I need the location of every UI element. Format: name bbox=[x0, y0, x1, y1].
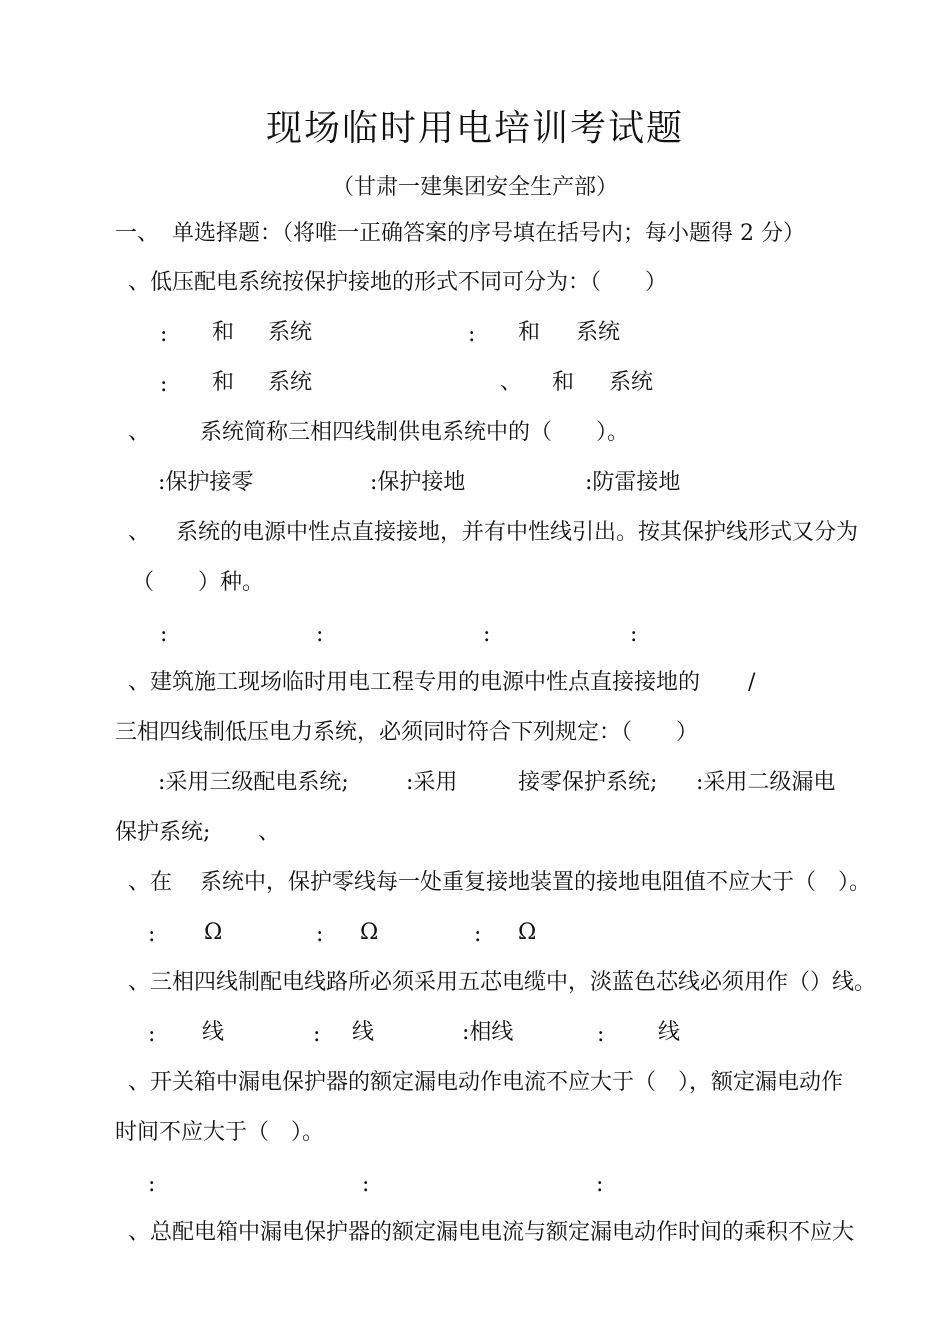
q3-option-c: : bbox=[483, 622, 491, 647]
q2-option-c: :防雷接地 bbox=[585, 470, 681, 495]
q4-option-c: :采用二级漏电 bbox=[696, 770, 836, 795]
question-5-stem: 、在 bbox=[128, 870, 173, 895]
q1-option-b-system: 系统 bbox=[576, 320, 621, 345]
q4-option-a: :采用三级配电系统; bbox=[158, 770, 349, 795]
question-4-slash: / bbox=[748, 670, 756, 695]
question-3-prefix: 、 bbox=[128, 520, 151, 545]
q6-option-d-wire: 线 bbox=[658, 1020, 681, 1045]
q4-option-b-continued: 接零保护系统; bbox=[518, 770, 658, 795]
q1-option-c-system: 系统 bbox=[268, 370, 313, 395]
q1-option-b-marker: : bbox=[468, 322, 476, 347]
q2-option-a: :保护接零 bbox=[158, 470, 254, 495]
question-4-stem-continued: 三相四线制低压电力系统，必须同时符合下列规定：（ ） bbox=[115, 720, 699, 745]
q1-option-c-and: 和 bbox=[212, 370, 235, 395]
q5-option-a-marker: : bbox=[148, 922, 156, 947]
question-8-stem: 、总配电箱中漏电保护器的额定漏电电流与额定漏电动作时间的乘积不应大 bbox=[128, 1220, 855, 1245]
q2-option-b: :保护接地 bbox=[370, 470, 466, 495]
q3-option-d: : bbox=[630, 622, 638, 647]
question-7-stem-continued: 时间不应大于（ ）。 bbox=[115, 1120, 325, 1145]
q5-option-c-marker: : bbox=[474, 922, 482, 947]
q1-option-a-marker: : bbox=[160, 322, 168, 347]
q6-option-a-marker: : bbox=[148, 1022, 156, 1047]
q7-option-c: : bbox=[596, 1172, 604, 1197]
q6-option-a-wire: 线 bbox=[202, 1020, 225, 1045]
question-1-stem: 、低压配电系统按保护接地的形式不同可分为：（ ） bbox=[128, 270, 668, 295]
q1-option-d-and: 和 bbox=[552, 370, 575, 395]
question-4-stem: 、建筑施工现场临时用电工程专用的电源中性点直接接地的 bbox=[128, 670, 701, 695]
document-title: 现场临时用电培训考试题 bbox=[265, 108, 684, 149]
question-5-stem-continued: 系统中，保护零线每一处重复接地装置的接地电阻值不应大于（ ）。 bbox=[200, 870, 872, 895]
question-2-stem: 系统简称三相四线制供电系统中的（ ）。 bbox=[200, 420, 630, 445]
q1-option-d-marker: 、 bbox=[500, 370, 523, 395]
q3-option-b: : bbox=[316, 622, 324, 647]
q4-option-b: :采用 bbox=[406, 770, 458, 795]
q6-option-c: :相线 bbox=[462, 1020, 514, 1045]
document-subtitle: （甘肃一建集团安全生产部） bbox=[331, 175, 618, 200]
q7-option-b: : bbox=[362, 1172, 370, 1197]
section-heading: 单选择题：（将唯一正确答案的序号填在括号内；每小题得 2 分） bbox=[172, 221, 805, 246]
question-2-prefix: 、 bbox=[128, 420, 151, 445]
question-6-stem: 、三相四线制配电线路所必须采用五芯电缆中，淡蓝色芯线必须用作（）线。 bbox=[128, 970, 877, 995]
q6-option-d-marker: : bbox=[597, 1022, 605, 1047]
q6-option-b-wire: 线 bbox=[352, 1020, 375, 1045]
q1-option-a-system: 系统 bbox=[268, 320, 313, 345]
q5-option-b-unit: Ω bbox=[360, 920, 379, 945]
question-4-stem-line3: 保护系统; bbox=[115, 820, 211, 845]
question-7-stem: 、开关箱中漏电保护器的额定漏电动作电流不应大于（ ），额定漏电动作 bbox=[128, 1070, 844, 1095]
q1-option-b-and: 和 bbox=[518, 320, 541, 345]
q1-option-c-marker: : bbox=[160, 372, 168, 397]
question-4-option-d-marker: 、 bbox=[258, 820, 281, 845]
q1-option-a-and: 和 bbox=[212, 320, 235, 345]
q6-option-b-marker: : bbox=[313, 1022, 321, 1047]
q5-option-b-marker: : bbox=[316, 922, 324, 947]
question-3-stem-continued: （ ）种。 bbox=[132, 570, 265, 595]
question-3-stem: 系统的电源中性点直接接地，并有中性线引出。按其保护线形式又分为 bbox=[176, 520, 859, 545]
q7-option-a: : bbox=[148, 1172, 156, 1197]
section-number: 一、 bbox=[115, 221, 160, 246]
q5-option-c-unit: Ω bbox=[518, 920, 537, 945]
q5-option-a-unit: Ω bbox=[204, 920, 223, 945]
q3-option-a: : bbox=[160, 622, 168, 647]
q1-option-d-system: 系统 bbox=[609, 370, 654, 395]
